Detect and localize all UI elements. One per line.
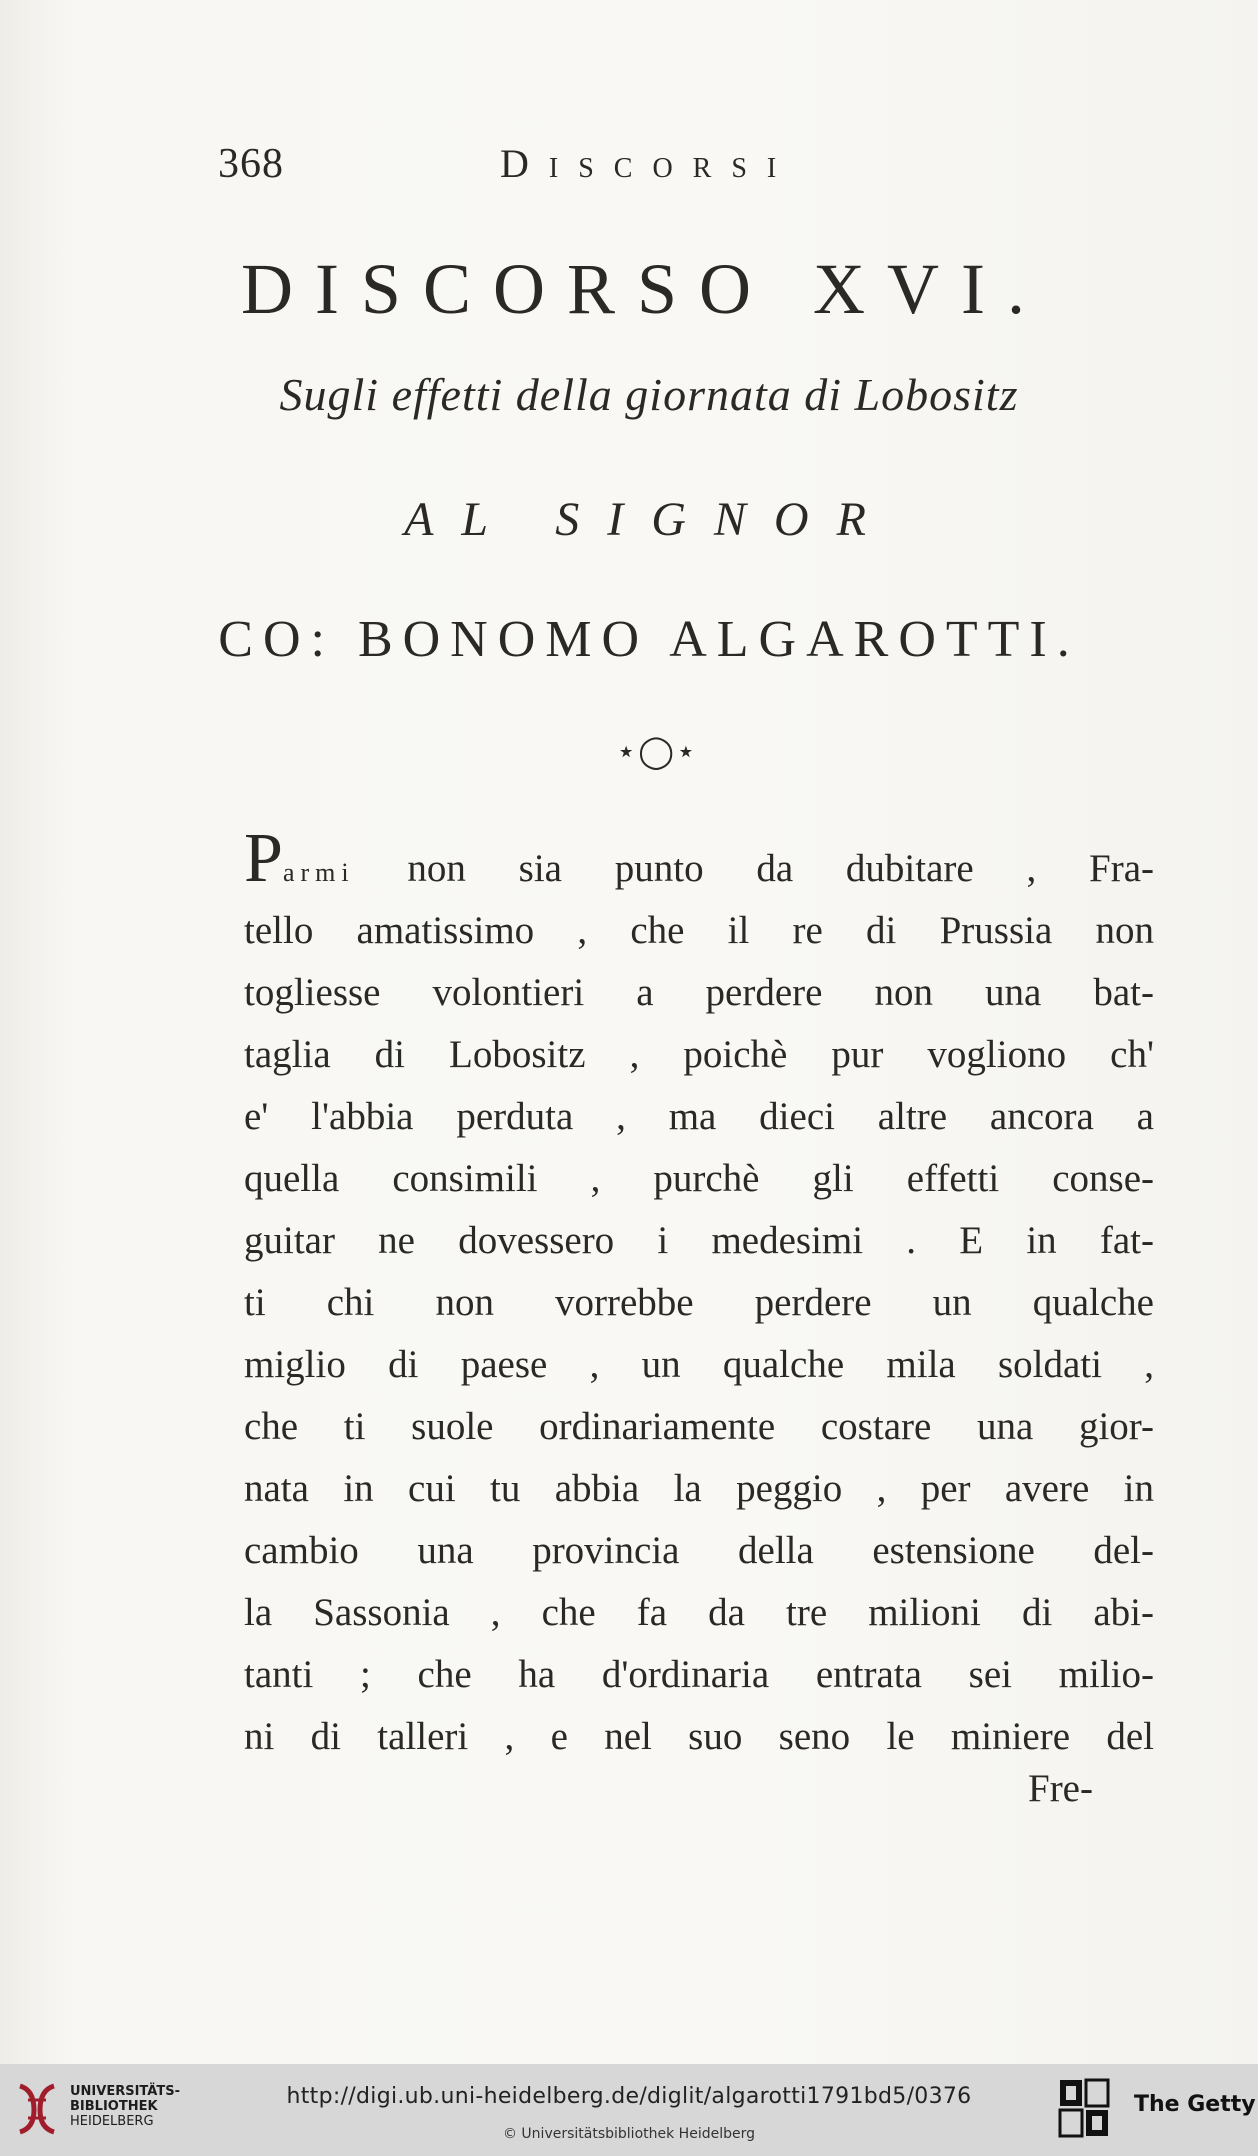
body-line: la Sassonia , che fa da tre milioni di abi- bbox=[244, 1591, 1154, 1634]
library-name-line-2: BIBLIOTHEK bbox=[70, 2099, 158, 2114]
partner-name: The Getty bbox=[1134, 2092, 1256, 2117]
permalink-url[interactable]: http://digi.ub.uni-heidelberg.de/diglit/algarotti1791bd5/0376 bbox=[286, 2084, 972, 2109]
body-line: quella consimili , purchè gli effetti conse- bbox=[244, 1157, 1154, 1200]
body-text bbox=[244, 820, 1154, 1768]
body-line: tello amatissimo , che il re di Prussia non bbox=[244, 909, 1154, 952]
discourse-title: DISCORSO XVI. bbox=[240, 249, 1048, 329]
body-line: taglia di Lobositz , poichè pur vogliono ch' bbox=[244, 1033, 1154, 1076]
body-line-first bbox=[244, 820, 1154, 900]
body-line: guitar ne dovessero i medesimi . E in fat- bbox=[244, 1219, 1154, 1262]
library-name-line-1: UNIVERSITÄTS- bbox=[70, 2084, 180, 2099]
body-line: tanti ; che ha d'ordinaria entrata sei milio- bbox=[244, 1653, 1154, 1696]
ornament-divider: ⋆◯⋆ bbox=[616, 733, 698, 769]
body-line: cambio una provincia della estensione del- bbox=[244, 1529, 1154, 1572]
first-word-smallcaps: armi bbox=[282, 858, 355, 887]
dedication-line-2: CO: BONOMO ALGAROTTI. bbox=[218, 611, 1080, 668]
drop-cap: P bbox=[244, 820, 283, 897]
viewer-footer bbox=[0, 2064, 1258, 2156]
body-line: che ti suole ordinariamente costare una gior- bbox=[244, 1405, 1154, 1448]
page-number: 368 bbox=[218, 141, 284, 187]
body-line: ti chi non vorrebbe perdere un qualche bbox=[244, 1281, 1154, 1324]
copyright-notice: © Universitätsbibliothek Heidelberg bbox=[502, 2126, 755, 2142]
catchword: Fre- bbox=[1028, 1767, 1093, 1810]
body-line: miglio di paese , un qualche mila soldati , bbox=[244, 1343, 1154, 1386]
body-line: ni di talleri , e nel suo seno le miniere del bbox=[244, 1715, 1154, 1758]
library-name-line-3: HEIDELBERG bbox=[70, 2114, 154, 2129]
running-head: Discorsi bbox=[500, 141, 797, 186]
body-line: togliesse volontieri a perdere non una bat- bbox=[244, 971, 1154, 1014]
body-line: nata in cui tu abbia la peggio , per avere in bbox=[244, 1467, 1154, 1510]
body-line: e' l'abbia perduta , ma dieci altre ancora a bbox=[244, 1095, 1154, 1138]
first-line-text: non sia punto da dubitare , Fra- bbox=[354, 847, 1154, 890]
dedication-line-1: AL SIGNOR bbox=[404, 493, 894, 546]
getty-logo-icon bbox=[1058, 2078, 1110, 2140]
discourse-subtitle: Sugli effetti della giornata di Lobositz bbox=[279, 369, 1019, 420]
page-header bbox=[218, 140, 1158, 200]
